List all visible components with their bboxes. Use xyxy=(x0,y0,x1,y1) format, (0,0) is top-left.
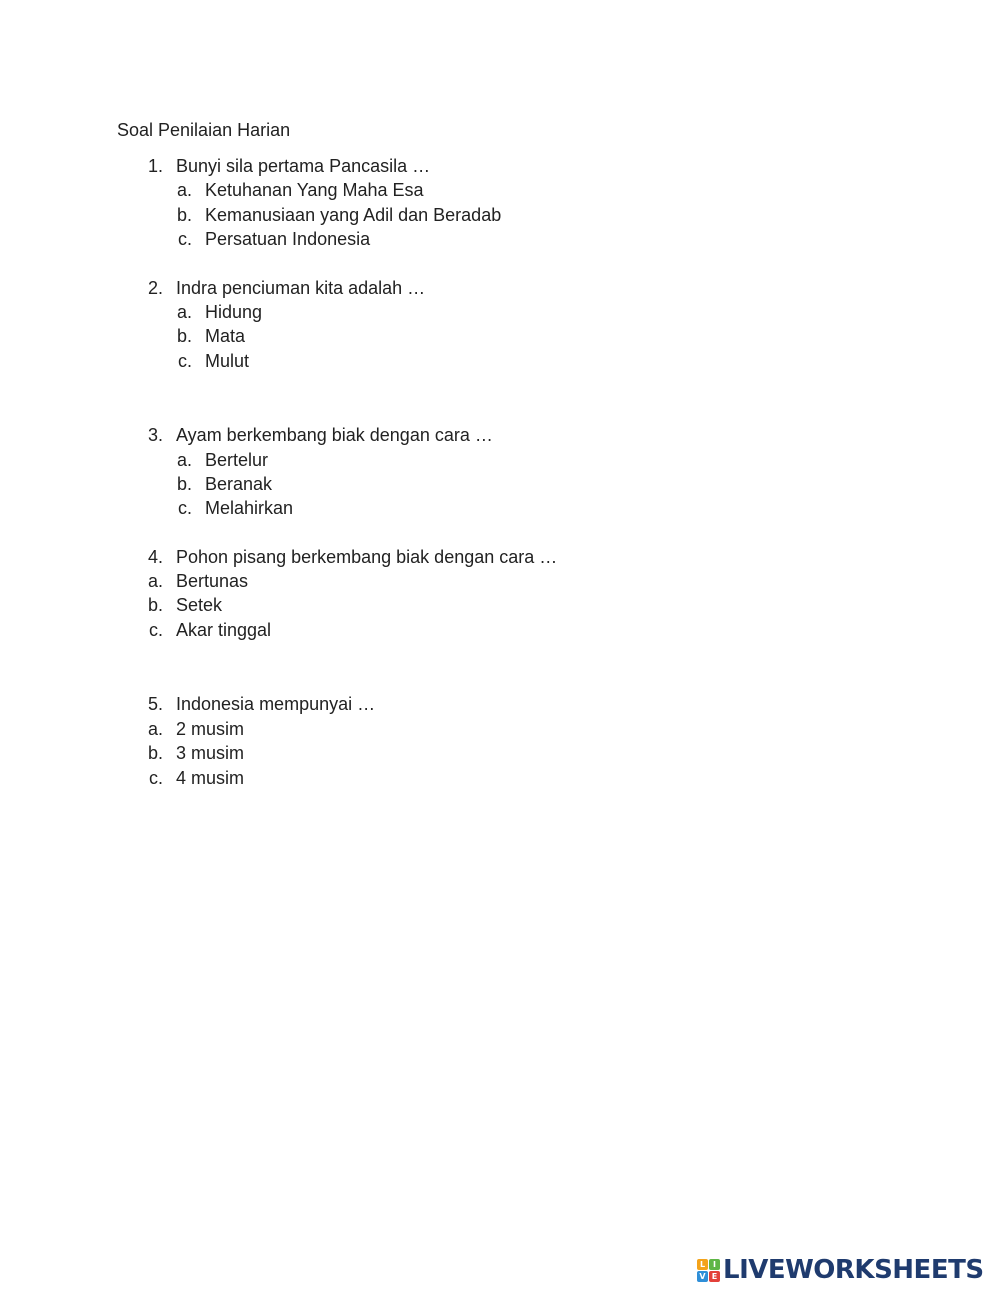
option-text: Bertelur xyxy=(205,450,269,470)
option-text: 2 musim xyxy=(176,719,245,739)
question-number: 3. xyxy=(147,425,163,445)
option-letter: b. xyxy=(147,743,163,763)
liveworksheets-logo-icon xyxy=(697,1259,720,1282)
question-text: Ayam berkembang biak dengan cara … xyxy=(176,425,493,445)
option-letter: c. xyxy=(177,498,192,518)
option-letter: a. xyxy=(147,571,163,591)
option-letter: b. xyxy=(176,474,192,494)
option-text: Bertunas xyxy=(176,571,249,591)
logo-tile: I xyxy=(709,1259,720,1270)
logo-tile: V xyxy=(697,1271,708,1282)
option-text: Kemanusiaan yang Adil dan Beradab xyxy=(205,205,502,225)
question-number: 4. xyxy=(147,547,163,567)
option-letter: b. xyxy=(176,205,192,225)
logo-tile: L xyxy=(697,1259,708,1270)
question-text: Pohon pisang berkembang biak dengan cara … xyxy=(176,547,558,567)
question-number: 2. xyxy=(147,278,163,298)
option-text: Akar tinggal xyxy=(176,620,272,640)
option-text: Persatuan Indonesia xyxy=(205,229,371,249)
option-letter: b. xyxy=(176,326,192,346)
question-number: 1. xyxy=(147,156,163,176)
question-text: Bunyi sila pertama Pancasila … xyxy=(176,156,431,176)
option-letter: a. xyxy=(176,180,192,200)
option-letter: c. xyxy=(177,229,192,249)
logo-text: LIVEWORKSHEETS xyxy=(723,1255,984,1285)
question-text: Indonesia mempunyai … xyxy=(176,694,376,714)
option-text: Ketuhanan Yang Maha Esa xyxy=(205,180,424,200)
option-text: Hidung xyxy=(205,302,263,322)
option-letter: a. xyxy=(176,450,192,470)
option-letter: c. xyxy=(177,351,192,371)
option-letter: a. xyxy=(176,302,192,322)
option-text: Setek xyxy=(176,595,223,615)
page-title: Soal Penilaian Harian xyxy=(117,120,291,140)
option-text: Mulut xyxy=(205,351,250,371)
option-text: 3 musim xyxy=(176,743,245,763)
question-number: 5. xyxy=(147,694,163,714)
option-text: 4 musim xyxy=(176,768,245,788)
option-letter: a. xyxy=(147,719,163,739)
option-text: Melahirkan xyxy=(205,498,294,518)
option-text: Beranak xyxy=(205,474,273,494)
logo-tile: E xyxy=(709,1271,720,1282)
question-text: Indra penciuman kita adalah … xyxy=(176,278,426,298)
option-letter: c. xyxy=(148,768,163,788)
option-text: Mata xyxy=(205,326,246,346)
liveworksheets-logo xyxy=(697,1255,984,1285)
option-letter: c. xyxy=(148,620,163,640)
option-letter: b. xyxy=(147,595,163,615)
